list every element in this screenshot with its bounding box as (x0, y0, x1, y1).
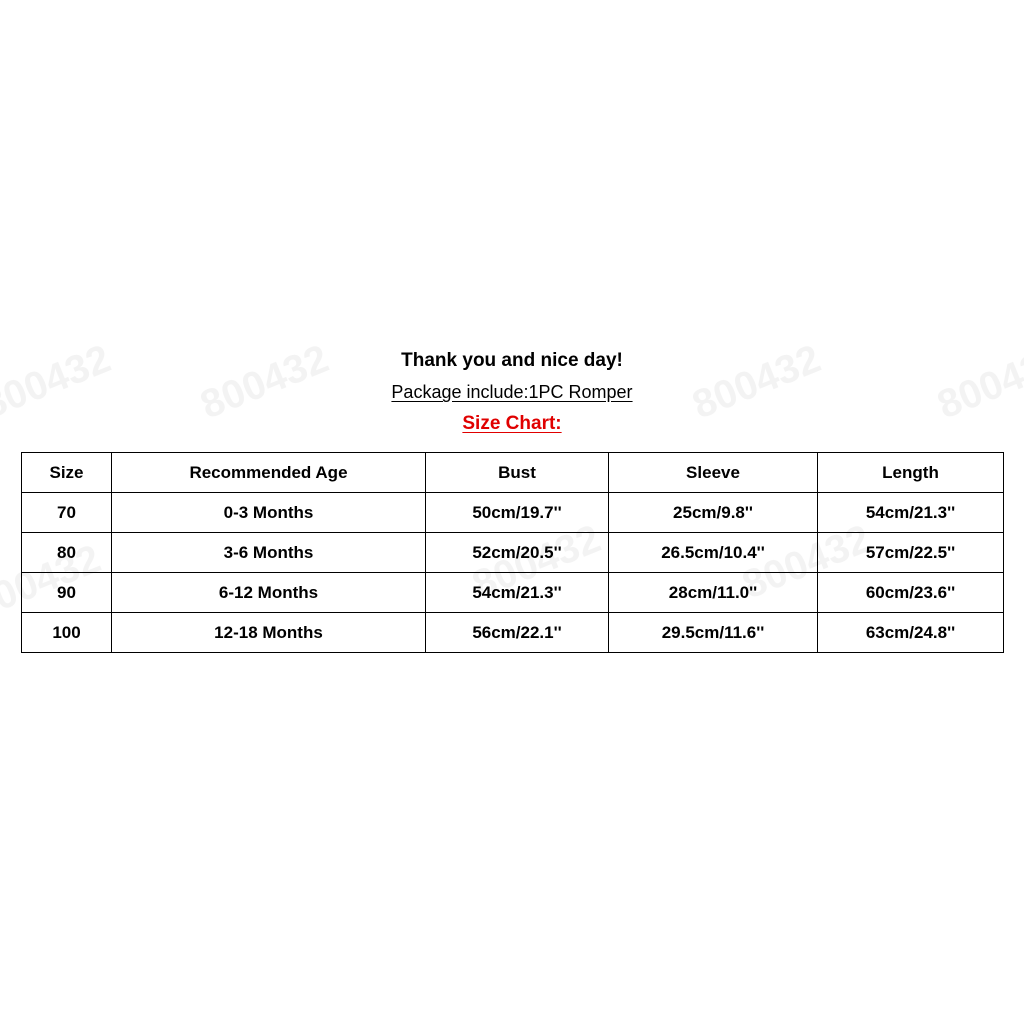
table-row (22, 613, 1004, 653)
cell-sleeve: 26.5cm/10.4'' (609, 533, 818, 573)
size-chart-title (0, 413, 1024, 435)
header-sleeve: Sleeve (609, 453, 818, 493)
cell-age: 6-12 Months (112, 573, 426, 613)
header-bust: Bust (426, 453, 609, 493)
cell-bust: 52cm/20.5'' (426, 533, 609, 573)
cell-length: 57cm/22.5'' (818, 533, 1004, 573)
cell-sleeve: 25cm/9.8'' (609, 493, 818, 533)
cell-age: 12-18 Months (112, 613, 426, 653)
cell-size: 100 (22, 613, 112, 653)
cell-age: 3-6 Months (112, 533, 426, 573)
size-chart-table (21, 452, 1004, 653)
table-header-row (22, 453, 1004, 493)
cell-bust: 56cm/22.1'' (426, 613, 609, 653)
cell-length: 60cm/23.6'' (818, 573, 1004, 613)
cell-size: 80 (22, 533, 112, 573)
header-size: Size (22, 453, 112, 493)
cell-size: 90 (22, 573, 112, 613)
cell-bust: 50cm/19.7'' (426, 493, 609, 533)
package-include-label: Package include:1PC Romper (391, 382, 633, 402)
table-row (22, 493, 1004, 533)
cell-length: 63cm/24.8'' (818, 613, 1004, 653)
size-chart-title-label: Size Chart: (462, 413, 562, 434)
table-row (22, 533, 1004, 573)
cell-sleeve: 29.5cm/11.6'' (609, 613, 818, 653)
header-recommended-age: Recommended Age (112, 453, 426, 493)
table-row (22, 573, 1004, 613)
cell-bust: 54cm/21.3'' (426, 573, 609, 613)
header-length: Length (818, 453, 1004, 493)
cell-length: 54cm/21.3'' (818, 493, 1004, 533)
thanks-heading: Thank you and nice day! (401, 350, 623, 371)
cell-size: 70 (22, 493, 112, 533)
cell-sleeve: 28cm/11.0'' (609, 573, 818, 613)
package-include-text (0, 382, 1024, 403)
cell-age: 0-3 Months (112, 493, 426, 533)
